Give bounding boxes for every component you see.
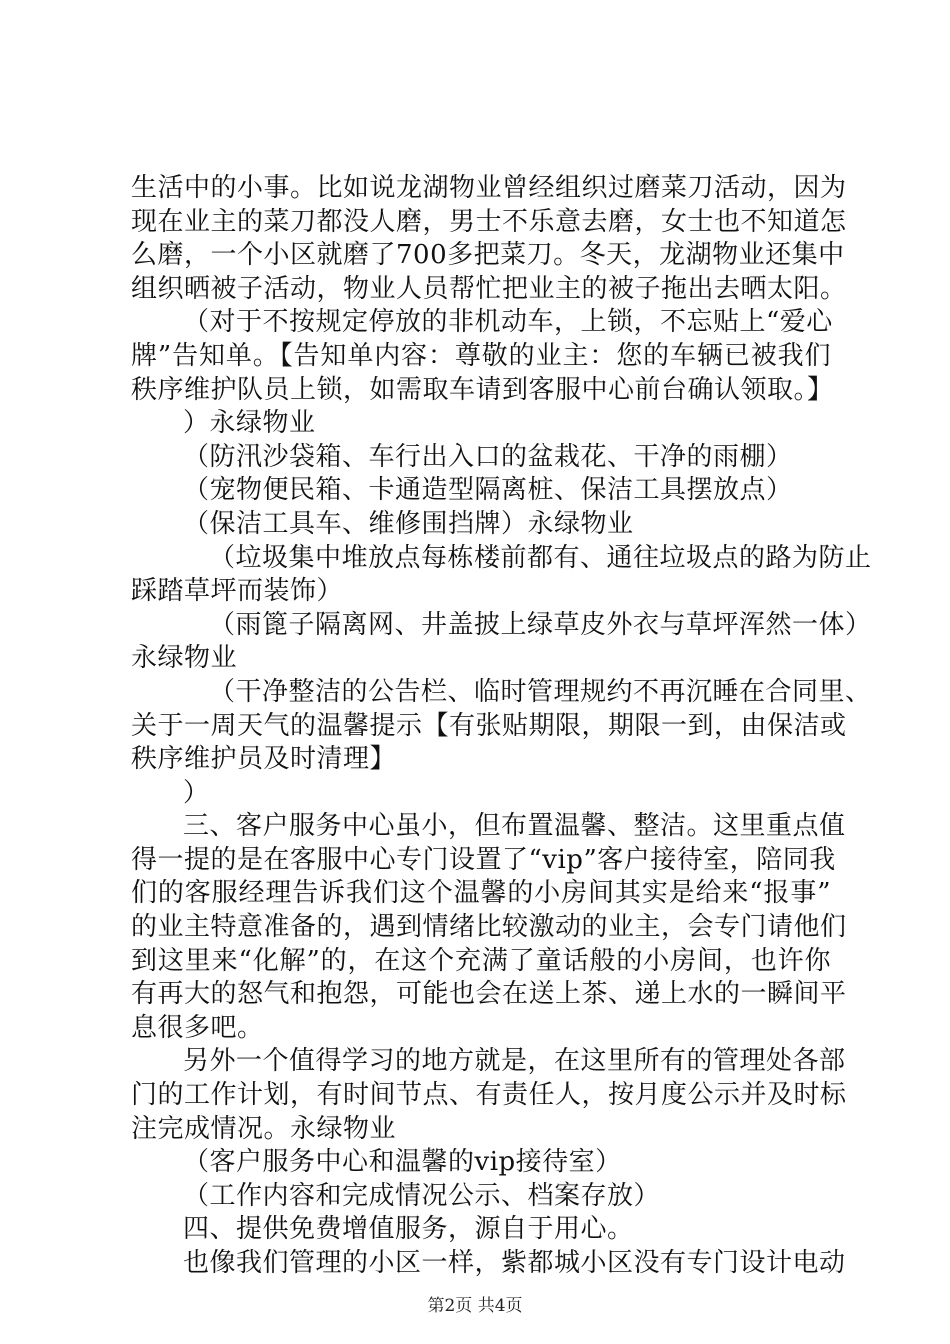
document-body <box>131 172 872 1281</box>
text-line: 关于一周天气的温馨提示【有张贴期限，期限一到，由保洁或 <box>131 710 847 741</box>
text-line: 四、提供免费增值服务，源自于用心。 <box>183 1214 634 1245</box>
text-line: 么磨，一个小区就磨了700多把菜刀。冬天，龙湖物业还集中 <box>131 240 845 271</box>
text-line: 另外一个值得学习的地方就是，在这里所有的管理处各部 <box>183 1046 846 1077</box>
text-line: 息很多吧。 <box>131 1012 264 1043</box>
text-line: 秩序维护队员上锁，如需取车请到客服中心前台确认领取。】 <box>131 374 834 405</box>
text-line: 现在业主的菜刀都没人磨，男士不乐意去磨，女士也不知道怎 <box>131 206 847 237</box>
text-line: 门的工作计划，有时间节点、有责任人，按月度公示并及时标 <box>131 1080 847 1111</box>
text-line: （工作内容和完成情况公示、档案存放） <box>183 1180 661 1211</box>
text-line: 也像我们管理的小区一样，紫都城小区没有专门设计电动 <box>183 1248 846 1278</box>
text-line: 踩踏草坪而装饰） <box>131 576 344 607</box>
text-line: ） <box>183 777 210 808</box>
text-line: （雨篦子隔离网、井盖披上绿草皮外衣与草坪浑然一体） <box>209 609 872 640</box>
text-line: 得一提的是在客服中心专门设置了“vip”客户接待室，陪同我 <box>131 844 836 875</box>
text-line: 三、客户服务中心虽小，但布置温馨、整洁。这里重点值 <box>183 811 846 842</box>
text-line: （宠物便民箱、卡通造型隔离桩、保洁工具摆放点） <box>183 475 793 506</box>
text-line: 到这里来“化解”的，在这个充满了童话般的小房间，也许你 <box>131 945 831 976</box>
text-line: 牌”告知单。【告知单内容：尊敬的业主：您的车辆已被我们 <box>131 340 831 371</box>
text-line: （对于不按规定停放的非机动车，上锁，不忘贴上“爱心 <box>183 307 833 338</box>
text-line: （客户服务中心和温馨的vip接待室） <box>183 1147 622 1178</box>
text-line: ）永绿物业 <box>183 408 316 439</box>
text-line: 有再大的怒气和抱怨，可能也会在送上茶、递上水的一瞬间平 <box>131 979 847 1010</box>
text-line: （保洁工具车、维修围挡牌）永绿物业 <box>183 508 634 539</box>
text-line: （干净整洁的公告栏、临时管理规约不再沉睡在合同里、 <box>209 676 872 707</box>
text-line: 们的客服经理告诉我们这个温馨的小房间其实是给来“报事” <box>131 878 831 909</box>
text-line: 秩序维护员及时清理】 <box>131 744 397 775</box>
text-line: 的业主特意准备的，遇到情绪比较激动的业主，会专门请他们 <box>131 912 847 943</box>
text-line: （垃圾集中堆放点每栋楼前都有、通往垃圾点的路为防止 <box>209 542 872 573</box>
page-number-footer: 第2页 共4页 <box>427 1296 523 1316</box>
text-line: 注完成情况。永绿物业 <box>131 1113 397 1144</box>
text-line: 永绿物业 <box>131 643 238 674</box>
text-line: 组织晒被子活动，物业人员帮忙把业主的被子拖出去晒太阳。 <box>131 273 847 304</box>
text-line: 生活中的小事。比如说龙湖物业曾经组织过磨菜刀活动，因为 <box>131 173 847 203</box>
text-line: （防汛沙袋箱、车行出入口的盆栽花、干净的雨棚） <box>183 441 793 472</box>
